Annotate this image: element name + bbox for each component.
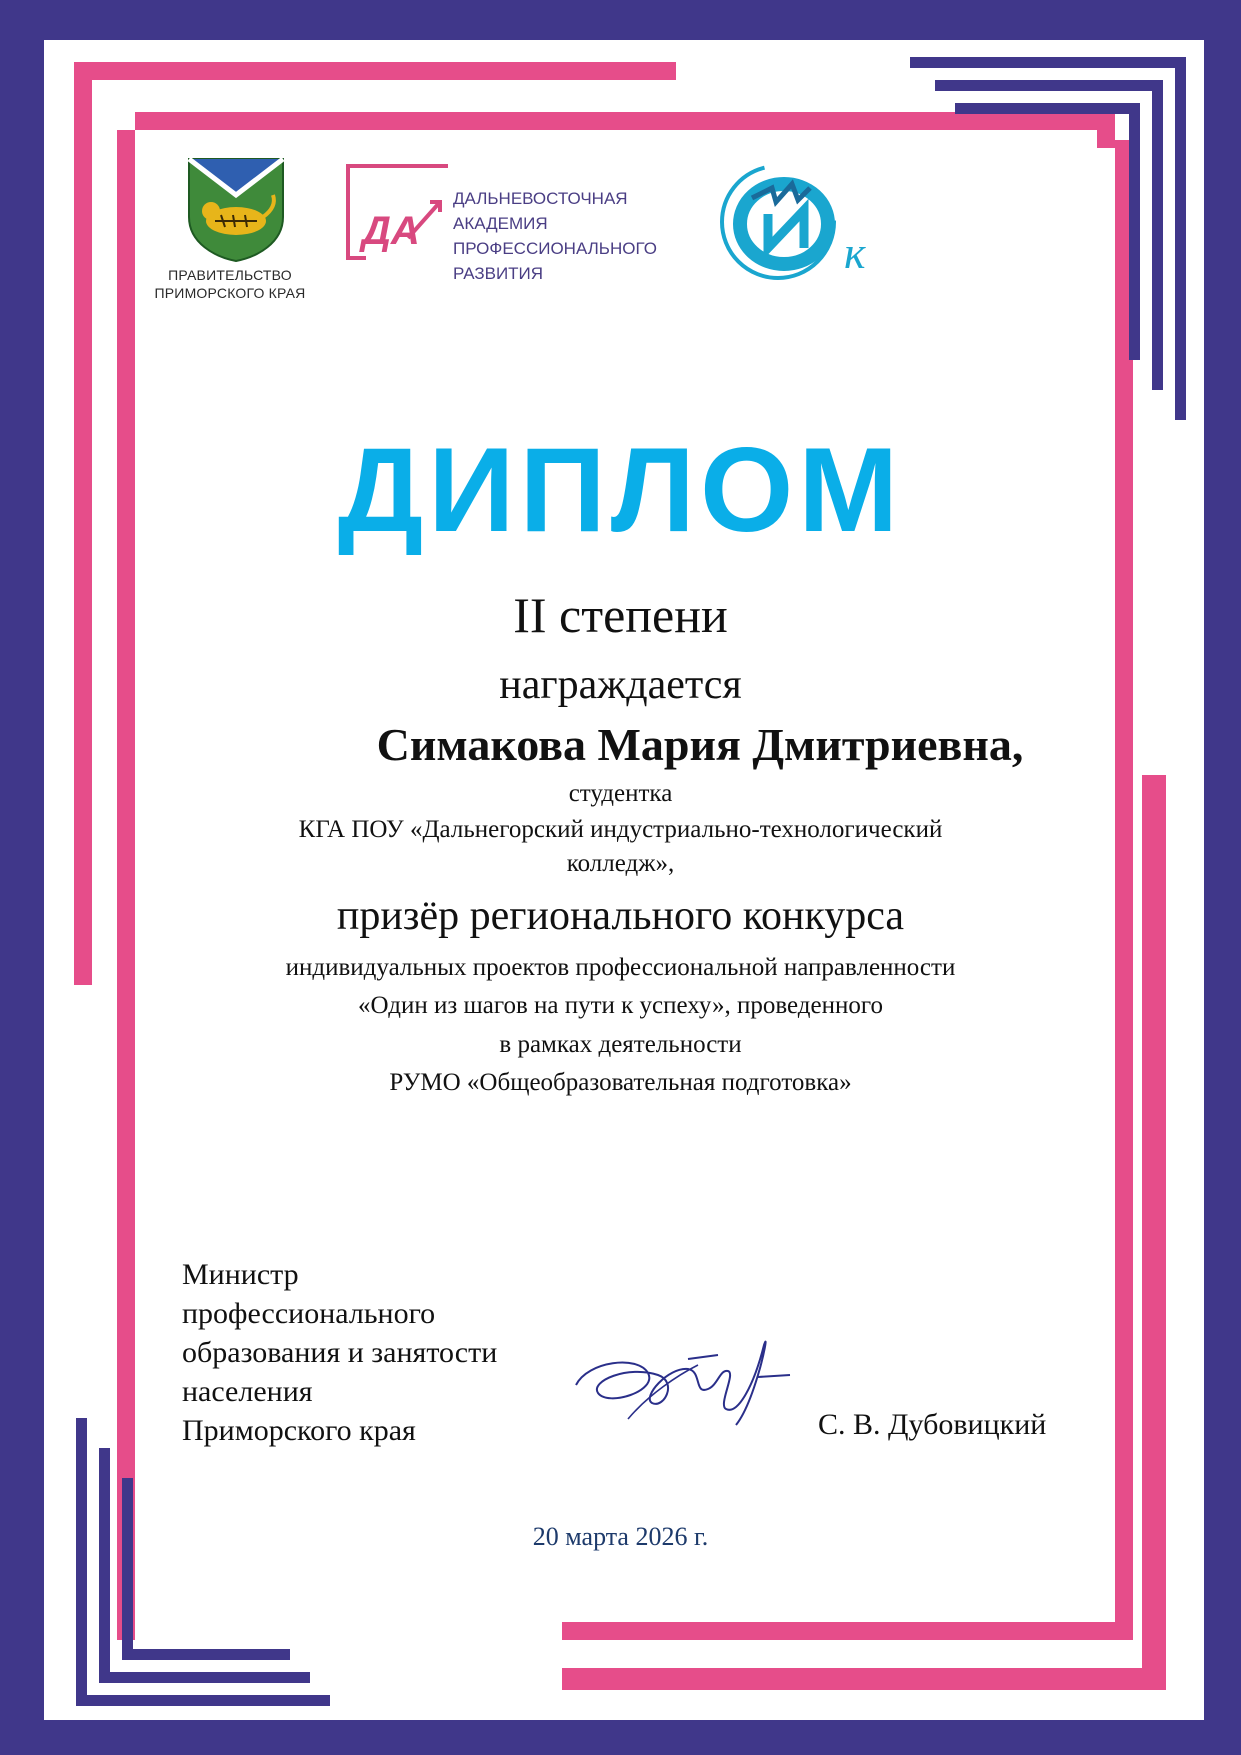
- diploma-title: ДИПЛОМ: [337, 423, 904, 557]
- coat-of-arms-tiger-icon: [185, 155, 287, 263]
- contest-line-3: в рамках деятельности: [499, 1031, 742, 1058]
- academy-logo-mark: ДА: [362, 209, 420, 253]
- government-caption: ПРАВИТЕЛЬСТВО ПРИМОРСКОГО КРАЯ: [154, 267, 306, 301]
- institution-line-2: колледж»,: [566, 850, 675, 877]
- college-logo-letter: к: [844, 227, 866, 278]
- contest-line-2: «Один из шагов на пути к успеху», проведенного: [358, 992, 883, 1019]
- recipient-name: Симакова Мария Дмитриевна,: [376, 719, 1024, 770]
- contest-line-1: индивидуальных проектов профессиональной направленности: [285, 954, 956, 981]
- prize-label: призёр регионального конкурса: [336, 893, 905, 939]
- handwritten-signature-icon: [568, 1325, 798, 1435]
- issue-date: 20 марта 2026 г.: [532, 1522, 709, 1551]
- awarded-label: награждается: [499, 662, 742, 708]
- signer-title: Министр профессионального образования и занятости населения Приморского края: [182, 1258, 498, 1447]
- college-emblem-icon: [712, 158, 892, 288]
- recipient-role: студентка: [568, 780, 673, 807]
- academy-name: ДАЛЬНЕВОСТОЧНАЯ АКАДЕМИЯ ПРОФЕССИОНАЛЬНОГО РАЗВИТИЯ: [453, 189, 657, 283]
- institution-line-1: КГА ПОУ «Дальнегорский индустриально-технологический: [298, 816, 943, 843]
- contest-line-4: РУМО «Общеобразовательная подготовка»: [389, 1069, 852, 1096]
- academy-logo-icon: [344, 162, 450, 262]
- signer-name: С. В. Дубовицкий: [818, 1408, 1047, 1441]
- degree-label: II степени: [513, 587, 728, 643]
